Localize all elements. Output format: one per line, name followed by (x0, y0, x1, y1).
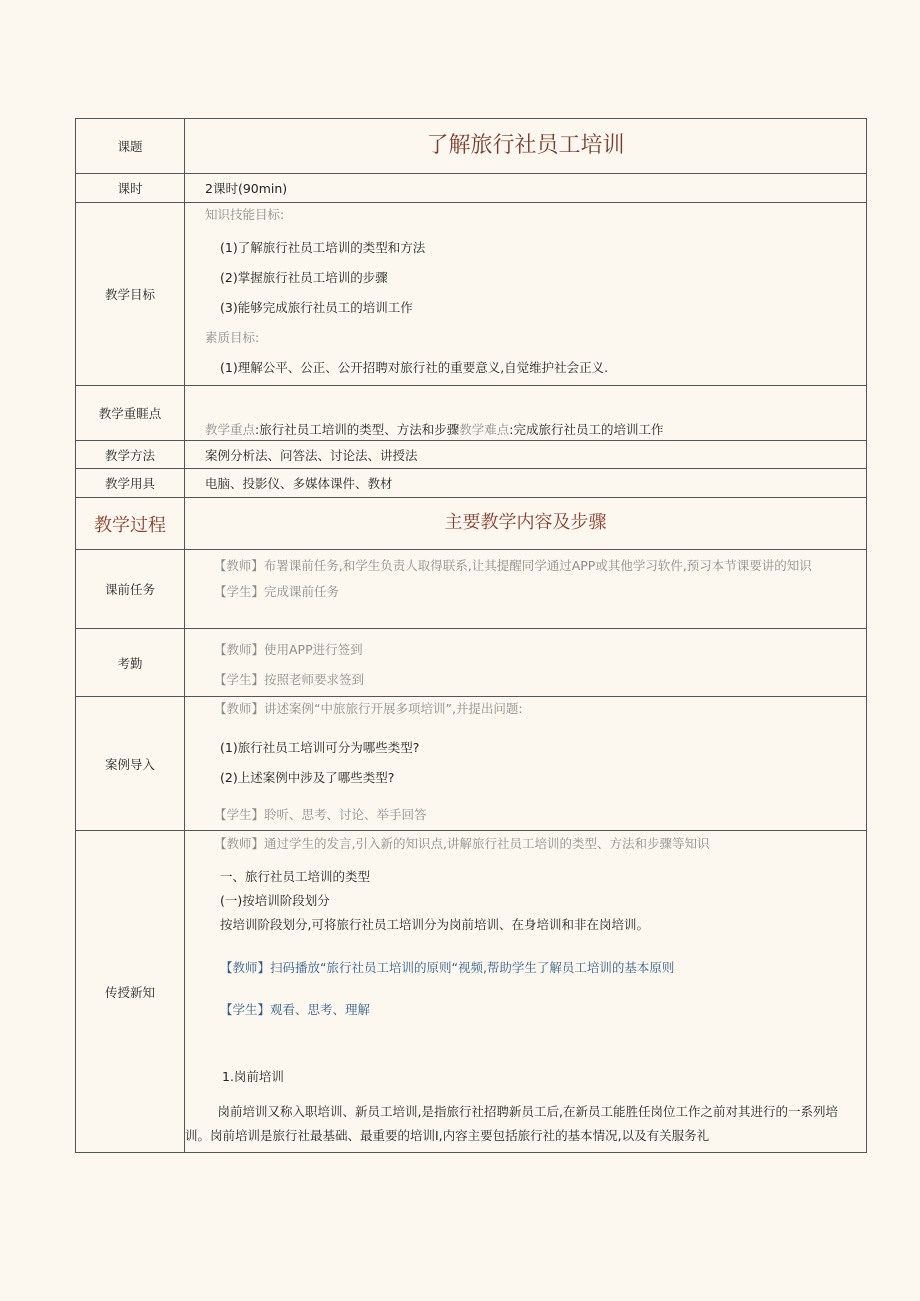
new-knowledge-content (185, 831, 867, 1153)
difficult-text: :完成旅行社员工的培训工作 (509, 422, 664, 437)
lesson-plan-table (75, 118, 867, 1153)
row-new-knowledge (76, 831, 867, 1153)
process-heading: 主要教学内容及步骤 (444, 512, 607, 533)
pre-task-student: 【学生】完成课前任务 (214, 584, 340, 599)
key-text: :旅行社员工培训的类型、方法和步骤 (255, 422, 460, 437)
attendance-content (185, 629, 867, 697)
key-points-content (185, 386, 867, 441)
hours-label: 课时 (76, 174, 185, 203)
method-label: 教学方法 (76, 441, 185, 469)
tools-value: 电脑、投影仪、多媒体课件、教材 (185, 469, 867, 498)
row-case-intro (76, 697, 867, 831)
knowledge-item-2: (2)掌握旅行社员工培训的步骤 (220, 270, 388, 285)
page-title: 了解旅行社员工培训 (426, 133, 625, 158)
case-intro-label: 案例导入 (76, 697, 185, 831)
row-process-header (76, 498, 867, 550)
knowledge-item-3: (3)能够完成旅行社员工的培训工作 (220, 300, 413, 315)
nk-sub-text: 按培训阶段划分,可将旅行社员工培训分为岗前培训、在身培训和非在岗培训。 (220, 917, 649, 932)
case-question-1: (1)旅行社员工培训可分为哪些类型? (220, 740, 420, 755)
difficult-label: 教学难点 (459, 422, 510, 437)
row-topic (76, 119, 867, 174)
pre-task-label: 课前任务 (76, 550, 185, 629)
row-tools (76, 469, 867, 498)
tools-label: 教学用具 (76, 469, 185, 498)
process-label: 教学过程 (76, 498, 185, 550)
case-teacher: 【教师】讲述案例“中旅旅行开展多项培训”,并提出问题: (214, 701, 523, 716)
hours-value: 2课时(90min) (185, 174, 867, 203)
row-key-points (76, 386, 867, 441)
key-label: 教学重点 (205, 422, 256, 437)
nk-teacher: 【教师】通过学生的发言,引入新的知识点,讲解旅行社员工培训的类型、方法和步骤等知识 (214, 836, 710, 851)
pre-task-teacher: 【教师】布署课前任务,和学生负责人取得联系,让其提醒同学通过APP或其他学习软件,预习本节课要讲的知识 (213, 558, 812, 573)
method-value: 案例分析法、问答法、讨论法、讲授法 (185, 441, 867, 469)
quality-title: 素质目标: (205, 330, 260, 345)
topic-label: 课题 (76, 119, 185, 174)
case-intro-content (185, 697, 867, 831)
knowledge-title: 知识技能目标: (205, 207, 285, 222)
row-pre-task (76, 550, 867, 629)
nk-item-title: 1.岗前培训 (222, 1069, 284, 1084)
goals-label: 教学目标 (76, 203, 185, 386)
row-attendance (76, 629, 867, 697)
key-points-label: 教学重睚点 (76, 386, 185, 441)
attendance-label: 考勤 (76, 629, 185, 697)
knowledge-item-1: (1)了解旅行社员工培训的类型和方法 (220, 240, 426, 255)
nk-subsection: (一)按培训阶段划分 (220, 893, 330, 908)
nk-section: 一、旅行社员工培训的类型 (220, 869, 371, 884)
goals-content (185, 203, 867, 386)
attendance-student: 【学生】按照老师要求签到 (214, 672, 365, 687)
attendance-teacher: 【教师】使用APP进行签到 (214, 642, 363, 657)
row-method (76, 441, 867, 469)
pre-task-content (185, 550, 867, 629)
nk-item-text: 岗前培训又称入职培训、新员工培训,是指旅行社招聘新员工后,在新员工能胜任岗位工作之前对其进行的一系列培训。岗前培训是旅行社最基础、最重要的培训I,内容主要包括旅行社的基本情况,以及有关服务礼 (185, 1104, 838, 1143)
nk-teacher-2: 【教师】扫码播放“旅行社员工培训的原则“视频,帮助学生了解员工培训的基本原则 (220, 960, 675, 975)
quality-item-1: (1)理解公平、公正、公开招聘对旅行社的重要意义,自觉维护社会正义. (220, 360, 609, 375)
row-goals (76, 203, 867, 386)
nk-student-2: 【学生】观看、思考、理解 (220, 1002, 371, 1017)
row-hours (76, 174, 867, 203)
case-question-2: (2)上述案例中涉及了哪些类型? (220, 770, 395, 785)
new-knowledge-label: 传授新知 (76, 831, 185, 1153)
process-heading-cell (185, 498, 867, 550)
topic-title (185, 119, 867, 174)
case-student: 【学生】聆听、思考、讨论、举手回答 (214, 807, 427, 822)
